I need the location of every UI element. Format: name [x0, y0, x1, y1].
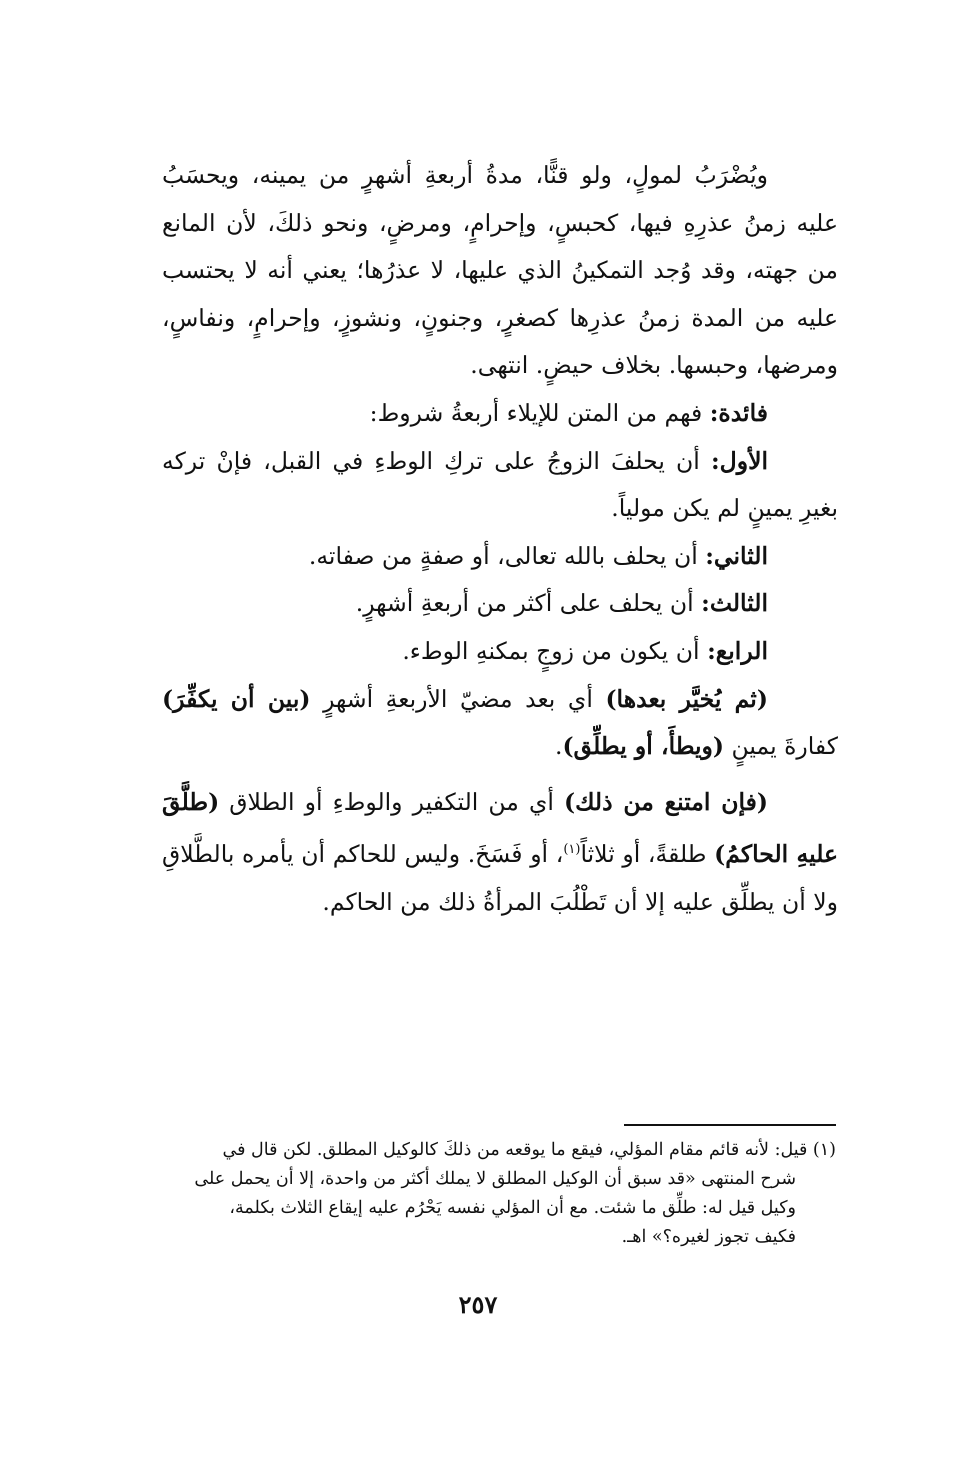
footnote-line: (١) قيل: لأنه قائم مقام المؤلي، فيقع ما يوقعه من ذلكَ كالوكيل المطلق. لكن قال في [222, 1140, 836, 1160]
footnote-line: فكيف تجوز لغيره؟» اهـ. [621, 1227, 796, 1247]
sharh-choice-3: . [554, 732, 563, 761]
condition-4-text: أن يكون من زوجٍ بمكنهِ الوطء. [402, 636, 700, 665]
footnote-divider [624, 1124, 836, 1126]
sharh-choice-2: كفارةَ يمينٍ [731, 732, 838, 761]
footnote-line: شرح المنتهى «قد سبق أن الوكيل المطلق لا يملك أكثر من واحدة، إلا أن يحمل على [194, 1169, 796, 1189]
paragraph-ila-duration: ويُضْرَبُ لمولٍ، ولو قنًّا، مدةُ أربعةِ أشهرٍ من يمينه، ويحسَبُ عليه زمنُ عذرِهِ فيها، كحبسٍ، وإحرامٍ، ومرضٍ، ونحو ذلكَ، لأن المانع من جهته، وقد وُجد التمكينُ الذي عليها، لا عذرُها؛ يعني أنه لا يحتسب عليه من المدة زمنُ عذرِها كصغرٍ، وجنونٍ، ونشوزٍ، وإحرامٍ، ونفاسٍ، ومرضها، وحبسها. بخلاف حيضٍ. انتهى. [162, 161, 838, 380]
sharh-choice-1: أي بعد مضيّ الأربعةِ أشهرٍ [323, 684, 593, 713]
condition-1-label: الأول: [710, 446, 768, 475]
sharh-refusal-2: طلقةً، أو ثلاثاً [580, 840, 707, 869]
sharh-refusal-1: أي من التكفير والوطءِ أو الطلاق [229, 787, 554, 816]
matn-expiate: (بين أن يكفِّرَ) [162, 684, 311, 713]
main-text [162, 152, 838, 926]
condition-4-label: الرابع: [707, 636, 768, 665]
paragraph-condition-2 [162, 533, 838, 581]
footnote-line: وكيل قيل له: طلِّق ما شئت. مع أن المؤلي نفسه يَحْرُم عليه إيقاع الثلاث بكلمة، [229, 1198, 796, 1218]
matn-refusal: (فإن امتنع من ذلك) [563, 787, 768, 816]
faida-label: فائدة: [709, 398, 768, 427]
condition-2-text: أن يحلف بالله تعالى، أو صفةٍ من صفاته. [308, 541, 698, 570]
condition-1-text: أن يحلفَ الزوجُ على تركِ الوطءِ في القبل، فإنْ تركه بغيرِ يمينٍ لم يكن مولياً. [162, 446, 838, 523]
page-number: ٢٥٧ [458, 1290, 498, 1319]
footnote-reference[interactable]: (١) [563, 842, 581, 858]
footnote-1 [164, 1136, 836, 1252]
matn-judge-divorces: (طلَّقَ عليهِ الحاكمُ) [162, 787, 839, 869]
sharh-refusal-3: ، أو فَسَخَ. وليس للحاكم أن يأمره بالطَّلاقِ ولا أن يطلِّق عليه إلا أن تَطْلُبَ المرأةُ ذلك من الحاكم. [162, 840, 838, 916]
matn-choice: (ثم يُخيَّر بعدها) [605, 684, 768, 713]
paragraph-choice-after-period [162, 676, 838, 771]
faida-text: فهم من المتن للإيلاء أربعةُ شروط: [369, 398, 703, 427]
paragraph-condition-1 [162, 438, 838, 533]
matn-intercourse-or-divorce: (ويطأَ، أو يطلِّق) [562, 732, 725, 761]
condition-3-text: أن يحلف على أكثر من أربعةِ أشهرٍ. [355, 589, 694, 618]
paragraph-condition-3 [162, 580, 838, 628]
condition-3-label: الثالث: [701, 589, 768, 618]
paragraph-faida [162, 390, 838, 438]
paragraph-condition-4 [162, 628, 838, 676]
condition-2-label: الثاني: [705, 541, 768, 570]
paragraph-refusal [162, 779, 838, 927]
